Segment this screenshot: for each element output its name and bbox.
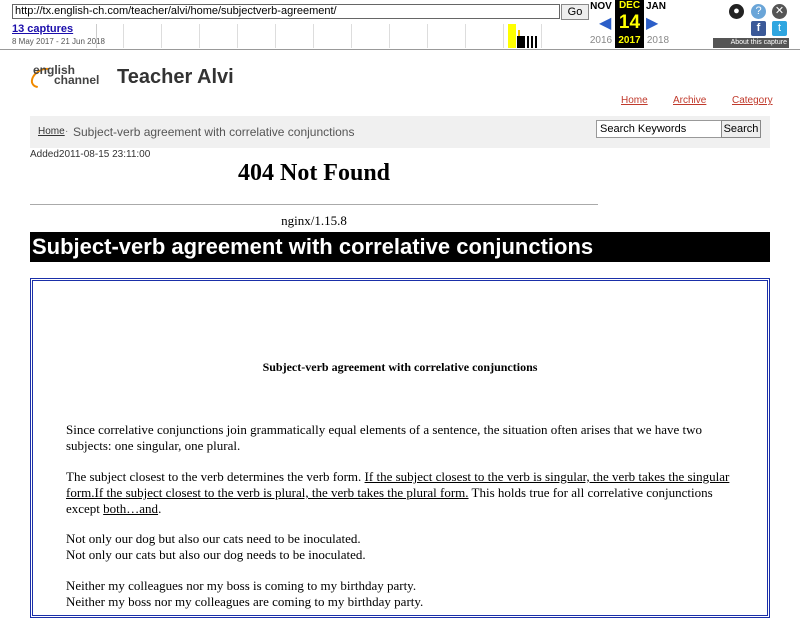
prev-month-label: NOV [590, 1, 612, 12]
facebook-icon[interactable]: f [751, 21, 766, 36]
article-title-bar [30, 232, 770, 262]
error-divider [30, 204, 598, 205]
capture-date-range: 8 May 2017 - 21 Jun 2018 [12, 37, 105, 46]
article-title: Subject-verb agreement with correlative conjunctions [32, 234, 594, 259]
capture-bar [517, 36, 525, 48]
english-channel-logo[interactable] [30, 63, 102, 87]
rule-text-exception: This holds true for all correlative conjunctions except [66, 485, 713, 516]
rule-underlined-both-and: both…and [103, 501, 159, 516]
error-title: 404 Not Found [237, 160, 391, 186]
breadcrumb-separator: · [65, 126, 69, 137]
capture-bar [531, 36, 533, 48]
breadcrumb-home-link[interactable]: Home [38, 126, 65, 137]
paragraph-intro: Since correlative conjunctions join grammatically equal elements of a sentence, the situation often arises that we have two subjects: one singular, one plural. [66, 422, 703, 453]
current-month-label: DEC [618, 0, 641, 11]
current-year-label: 2017 [618, 35, 641, 46]
example-line: Not only our cats but also our dog needs to be inoculated. [66, 547, 366, 562]
logo-text-english: english [33, 63, 76, 77]
next-year-label: 2018 [646, 35, 670, 46]
current-capture-date [615, 0, 644, 48]
search-input[interactable] [596, 120, 724, 138]
site-title[interactable]: Teacher Alvi [117, 66, 234, 88]
search-button[interactable]: Search [721, 120, 761, 138]
next-capture-arrow-icon[interactable]: ▶ [646, 15, 659, 32]
example-line: Neither my boss nor my colleagues are coming to my birthday party. [66, 594, 424, 609]
help-icon[interactable]: ? [751, 4, 766, 19]
breadcrumb-bar [30, 116, 770, 148]
wayback-url-input[interactable]: http://tx.english-ch.com/teacher/alvi/home/subjectverb-agreement/ [12, 4, 560, 19]
error-server: nginx/1.15.8 [281, 213, 347, 228]
wayback-go-button[interactable]: Go [561, 4, 589, 20]
next-month-label: JAN [645, 1, 666, 12]
capture-highlight [508, 24, 516, 48]
article-content-frame [30, 278, 770, 618]
rule-text: The subject closest to the verb determines the verb form. [66, 469, 365, 484]
nav-home-link[interactable]: Home [621, 95, 648, 106]
current-day-label: 14 [618, 12, 641, 33]
rule-underlined-plural: If the subject closest to the verb is plural, the verb takes the plural form. [94, 485, 469, 500]
example-line: Not only our dog but also our cats need to be inoculated. [66, 531, 361, 546]
twitter-icon[interactable]: t [772, 21, 787, 36]
capture-bar [527, 36, 529, 48]
logo-text-channel: channel [54, 73, 100, 87]
captures-link[interactable]: 13 captures [12, 23, 74, 35]
example-line: Neither my colleagues nor my boss is coming to my birthday party. [66, 578, 417, 593]
article-heading: Subject-verb agreement with correlative conjunctions [262, 360, 538, 374]
paragraph-rule [66, 469, 732, 517]
rule-period: . [158, 501, 162, 516]
capture-bar [535, 36, 537, 48]
capture-bar [518, 30, 520, 36]
nav-category-link[interactable]: Category [732, 95, 773, 106]
rule-underlined-singular: If the subject closest to the verb is singular, the verb takes the singular form. [66, 469, 730, 500]
breadcrumb-current: Subject-verb agreement with correlative conjunctions [73, 125, 355, 139]
user-icon[interactable]: ● [729, 4, 744, 19]
close-icon[interactable]: ✕ [772, 4, 787, 19]
wayback-toolbar [0, 0, 800, 50]
about-capture-link[interactable]: About this capture [713, 38, 789, 48]
prev-year-label: 2016 [589, 35, 613, 46]
prev-capture-arrow-icon[interactable]: ◀ [599, 15, 612, 32]
added-timestamp: Added2011-08-15 23:11:00 [30, 149, 151, 160]
nav-archive-link[interactable]: Archive [673, 95, 707, 106]
